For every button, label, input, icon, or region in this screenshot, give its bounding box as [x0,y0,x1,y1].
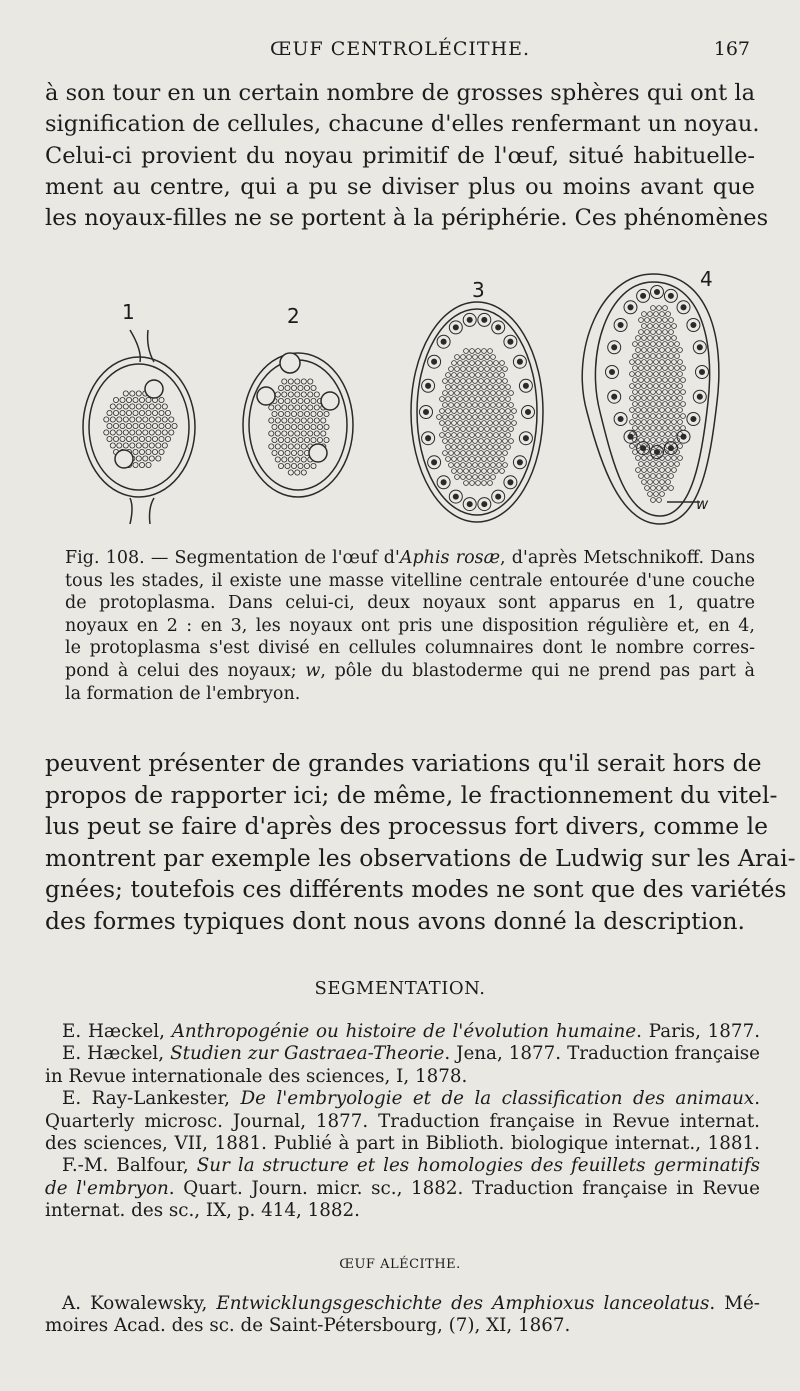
text-line: des formes typiques dont nous avons donné la description. [45,906,745,935]
caption-line: de protoplasma. Dans celui-ci, deux noyaux sont apparus en 1, quatre [65,593,755,614]
pole-label-w: w [696,495,709,513]
caption-line: noyaux en 2 : en 3, les noyaux ont pris une disposition régulière et, en 4, [65,615,755,636]
reference-line: E. Ray-Lankester, De l'embryologie et de la classification des animaux. [62,1088,760,1110]
stage-label-3: 3 [472,278,485,302]
caption-line: pond à celui des noyaux; w, pôle du blastoderme qui ne prend pas part à [65,660,755,681]
egg-stage-3 [411,302,543,522]
reference-line: de l'embryon. Quart. Journ. micr. sc., 1882. Traduction française in Revue [45,1177,760,1199]
stage-label-1: 1 [122,300,135,324]
caption-line: le protoplasma s'est divisé en cellules columnaires dont le nombre corres- [65,638,755,659]
section-heading-alecithe: ŒUF ALÉCITHE. [339,1257,461,1272]
text-line: gnées; toutefois ces différents modes ne sont que des variétés [45,875,787,903]
text-line: propos de rapporter ici; de même, le fractionnement du vitel- [45,780,778,809]
references-alecithe [45,1293,760,1338]
reference-line: des sciences, VII, 1881. Publié à part in Biblioth. biologique internat., 1881. [45,1133,760,1155]
paragraph-top [45,78,769,234]
egg-stage-1 [83,330,195,524]
text-line: lus peut se faire d'après des processus fort divers, comme le [45,812,769,840]
reference-line: A. Kowalewsky, Entwicklungsgeschichte des Amphioxus lanceolatus. Mé- [62,1293,760,1314]
reference-line: Quarterly microsc. Journal, 1877. Traduction française in Revue internat. [45,1110,760,1132]
section-heading-segmentation: SEGMENTATION. [314,978,486,999]
page-number: 167 [713,38,750,60]
egg-stage-2 [243,353,353,497]
reference-line: E. Hæckel, Studien zur Gastraea-Theorie. Jena, 1877. Traduction française [62,1043,760,1065]
caption-line: Fig. 108. — Segmentation de l'œuf d'Aphis rosæ, d'après Metschnikoff. Dans [65,548,755,568]
text-line: signification de cellules, chacune d'elles renfermant un noyau. [45,111,760,138]
yolk-cluster-4 [630,306,686,503]
caption-line: la formation de l'embryon. [65,683,301,704]
text-line: Celui-ci provient du noyau primitif de l'œuf, situé habituelle- [45,142,755,169]
caption-line: tous les stades, il existe une masse vitelline centrale entourée d'une couche [65,570,755,591]
text-line: les noyaux-filles ne se portent à la périphérie. Ces phénomènes [45,205,769,232]
reference-line: moires Acad. des sc. de Saint-Pétersbourg, (7), XI, 1867. [45,1315,571,1337]
text-line: ment au centre, qui a pu se diviser plus ou moins avant que [45,173,755,200]
reference-line: internat. des sc., IX, p. 414, 1882. [45,1200,360,1222]
paragraph-bottom [45,748,796,937]
text-line: à son tour en un certain nombre de grosses sphères qui ont la [45,80,755,106]
figure-caption [65,547,755,705]
reference-line: in Revue internationale des sciences, I, 1878. [45,1065,468,1087]
stage-label-4: 4 [700,267,713,291]
reference-line: E. Hæckel, Anthropogénie ou histoire de l'évolution humaine. Paris, 1877. [62,1021,761,1042]
running-header [40,38,760,66]
egg-stage-4 [582,274,719,524]
yolk-cluster-3 [437,349,517,486]
text-line: peuvent présenter de grandes variations qu'il serait hors de [45,749,762,777]
references-segmentation [45,1021,760,1223]
header-title: ŒUF CENTROLÉCITHE. [269,38,531,60]
text-line: montrent par exemple les observations de Ludwig sur les Arai- [45,843,796,872]
egg-stages-drawing [60,262,740,542]
figure-108 [60,262,740,542]
stage-label-2: 2 [287,304,300,328]
reference-line: F.-M. Balfour, Sur la structure et les homologies des feuillets germinatifs [62,1155,760,1177]
